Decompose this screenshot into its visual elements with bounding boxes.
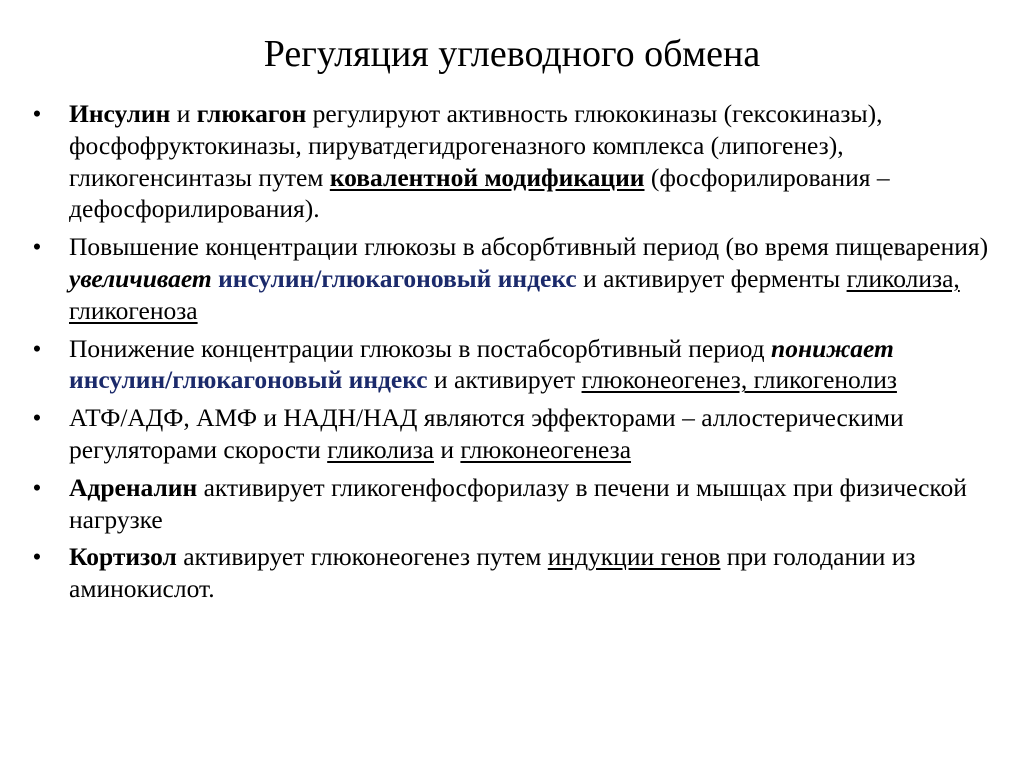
bullet-marker: • <box>32 403 42 433</box>
term-insulin: Инсулин <box>69 99 171 128</box>
text: активирует гликогенфосфорилазу в печени и мышцах при физической нагрузке <box>69 472 967 534</box>
term-glycolysis-glycogenosis: гликолиза, гликогеноза <box>69 263 960 325</box>
term-glucagon: глюкагон <box>196 99 307 128</box>
term-cortisol: Кортизол <box>69 542 177 572</box>
term-glycolysis: гликолиза <box>327 434 434 464</box>
term-insulin-glucagon-index: инсулин/глюкагоновый индекс <box>218 263 577 293</box>
bullet-marker: • <box>32 99 42 128</box>
bullet-item-glucose-increase <box>27 231 1002 326</box>
text: активирует глюконеогенез путем <box>176 542 548 572</box>
bullet-marker: • <box>32 472 42 502</box>
text: АТФ/АДФ, АМФ и НАДН/НАД являются эффекторами – аллостерическими регуляторами скорости <box>69 403 904 464</box>
term-gluconeogenesis: глюконеогенеза <box>460 434 632 464</box>
bullet-item-effectors <box>27 402 1002 466</box>
bullet-marker: • <box>32 542 42 572</box>
term-insulin-glucagon-index: инсулин/глюкагоновый индекс <box>69 365 428 395</box>
slide-title: Регуляция углеводного обмена <box>263 33 761 75</box>
term-decreases: понижает <box>771 333 894 363</box>
text: Повышение концентрации глюкозы в абсорбтивный период (во время пищеварения) <box>69 232 989 262</box>
text: (фосфорилирования – дефосфорилирования). <box>69 162 890 224</box>
text: Понижение концентрации глюкозы в постабсорбтивный период <box>69 333 772 363</box>
text: и активирует <box>427 365 582 395</box>
bullet-marker: • <box>32 333 42 363</box>
bullet-marker: • <box>32 232 42 262</box>
term-increases: увеличивает <box>69 263 212 293</box>
bullet-item-insulin-glucagon <box>27 98 1002 225</box>
term-gluconeogenesis-glycogenolysis: глюконеогенез, гликогенолиз <box>581 365 897 395</box>
bullet-item-glucose-decrease <box>27 333 1002 397</box>
bullet-item-cortisol <box>27 541 1002 605</box>
text: регулируют активность глюкокиназы (гексокиназы), фосфофруктокиназы, пируватдегидрогеназного комплекса (липогенез), гликогенсинтазы путем <box>69 99 883 192</box>
term-adrenaline: Адреналин <box>69 472 198 502</box>
bullet-list <box>27 98 1002 611</box>
text: и <box>170 99 197 128</box>
text: и <box>434 434 461 464</box>
term-covalent-modification: ковалентной модификации <box>329 162 645 192</box>
bullet-item-adrenaline <box>27 472 1002 536</box>
text: при голодании из аминокислот. <box>69 542 916 604</box>
text: и активирует ферменты <box>576 263 847 293</box>
term-gene-induction: индукции генов <box>547 542 721 572</box>
